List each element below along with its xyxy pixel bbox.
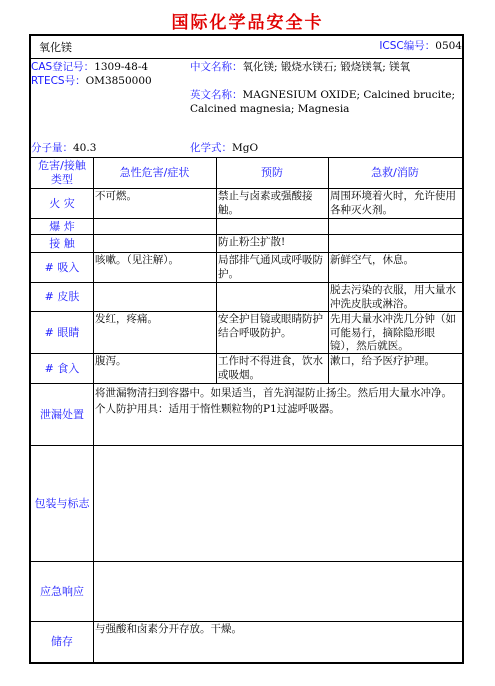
row-type-contact: 接 触 xyxy=(49,236,75,250)
row-prevention: 工作时不得进食，饮水或吸烟。 xyxy=(218,355,323,381)
cn-name-value: 氧化镁; 锻烧水镁石; 锻烧镁氧; 镁氧 xyxy=(242,61,411,73)
section-text-spill: 将泄漏物清扫到容器中。如果适当，首先润湿防止扬尘。然后用大量水冲净。个人防护用具：适用于惰性颗粒物的P1过滤呼吸器。 xyxy=(95,387,452,415)
col-header-symptom: 急性危害/症状 xyxy=(119,166,190,180)
chemical-name: 氧化镁 xyxy=(39,41,72,54)
formula-label: 化学式： xyxy=(190,142,232,154)
row-prevention xyxy=(216,283,328,311)
row-symptom: 不可燃。 xyxy=(95,190,137,202)
rtecs-number xyxy=(31,75,191,89)
section-text-packaging xyxy=(93,446,462,561)
row-prevention: 局部排气通风或呼吸防护。 xyxy=(218,254,323,280)
row-type-eyes: # 眼睛 xyxy=(44,325,80,339)
row-aid: 先用大量水冲洗几分钟（如可能易行，摘除隐形眼镜），然后就医。 xyxy=(330,313,456,352)
rtecs-value: OM3850000 xyxy=(85,75,152,87)
row-type-ingestion: # 食入 xyxy=(44,361,80,375)
card-title: 国际化学品安全卡 xyxy=(171,13,324,33)
chemical-formula xyxy=(190,142,390,156)
col-header-prevention: 预防 xyxy=(261,166,283,180)
col-header-aid: 急救/消防 xyxy=(371,166,419,180)
section-text-storage: 与强酸和卤素分开存放。干燥。 xyxy=(95,623,242,635)
row-type-fire: 火 灾 xyxy=(49,196,75,210)
row-aid: 新鲜空气，休息。 xyxy=(330,254,414,266)
section-label-emergency: 应急响应 xyxy=(40,584,84,598)
row-symptom xyxy=(93,219,216,234)
row-symptom: 发红，疼痛。 xyxy=(95,313,158,325)
cas-value: 1309-48-4 xyxy=(94,61,149,73)
section-label-storage: 储存 xyxy=(51,635,73,649)
english-name xyxy=(190,89,462,117)
en-name-value: MAGNESIUM OXIDE; Calcined brucite; Calcined magnesia; Magnesia xyxy=(190,89,455,115)
col-header-type: 危害/接触类型 xyxy=(38,159,86,186)
row-aid: 周围环境着火时，允许使用各种灭火剂。 xyxy=(330,190,456,216)
section-label-spill: 泄漏处置 xyxy=(40,407,84,421)
mw-value: 40.3 xyxy=(73,142,97,154)
section-text-emergency xyxy=(93,562,462,621)
row-aid xyxy=(328,235,462,252)
formula-value: MgO xyxy=(232,142,259,154)
row-symptom xyxy=(93,283,216,311)
row-type-explosion: 爆 炸 xyxy=(49,219,75,233)
mw-label: 分子量： xyxy=(31,142,73,154)
row-type-inhalation: # 吸入 xyxy=(44,260,80,274)
cn-name-label: 中文名称： xyxy=(190,61,243,73)
section-label-packaging: 包装与标志 xyxy=(34,496,90,510)
row-symptom xyxy=(93,235,216,252)
row-symptom: 咳嗽。（见注解）。 xyxy=(95,254,179,266)
cas-label: CAS登记号： xyxy=(31,61,95,73)
row-type-skin: # 皮肤 xyxy=(44,290,80,304)
icsc-number xyxy=(331,40,462,56)
row-aid: 漱口，给予医疗护理。 xyxy=(330,355,435,367)
rtecs-label: RTECS号： xyxy=(31,75,86,87)
safety-card xyxy=(29,34,464,664)
icsc-value: 0504 xyxy=(435,40,462,52)
row-prevention: 禁止与卤素或强酸接触。 xyxy=(218,190,313,216)
chinese-name xyxy=(190,61,462,75)
molecular-weight xyxy=(31,142,191,156)
row-aid xyxy=(328,219,462,234)
row-symptom: 腹泻。 xyxy=(95,355,127,367)
icsc-label: ICSC编号： xyxy=(379,40,436,52)
row-prevention xyxy=(216,219,328,234)
en-name-label: 英文名称： xyxy=(190,89,243,101)
row-prevention: 防止粉尘扩散! xyxy=(218,236,286,248)
row-prevention: 安全护目镜或眼睛防护结合呼吸防护。 xyxy=(218,313,323,339)
row-aid: 脱去污染的衣服，用大量水冲洗皮肤或淋浴。 xyxy=(330,284,456,310)
cas-number xyxy=(31,61,191,75)
